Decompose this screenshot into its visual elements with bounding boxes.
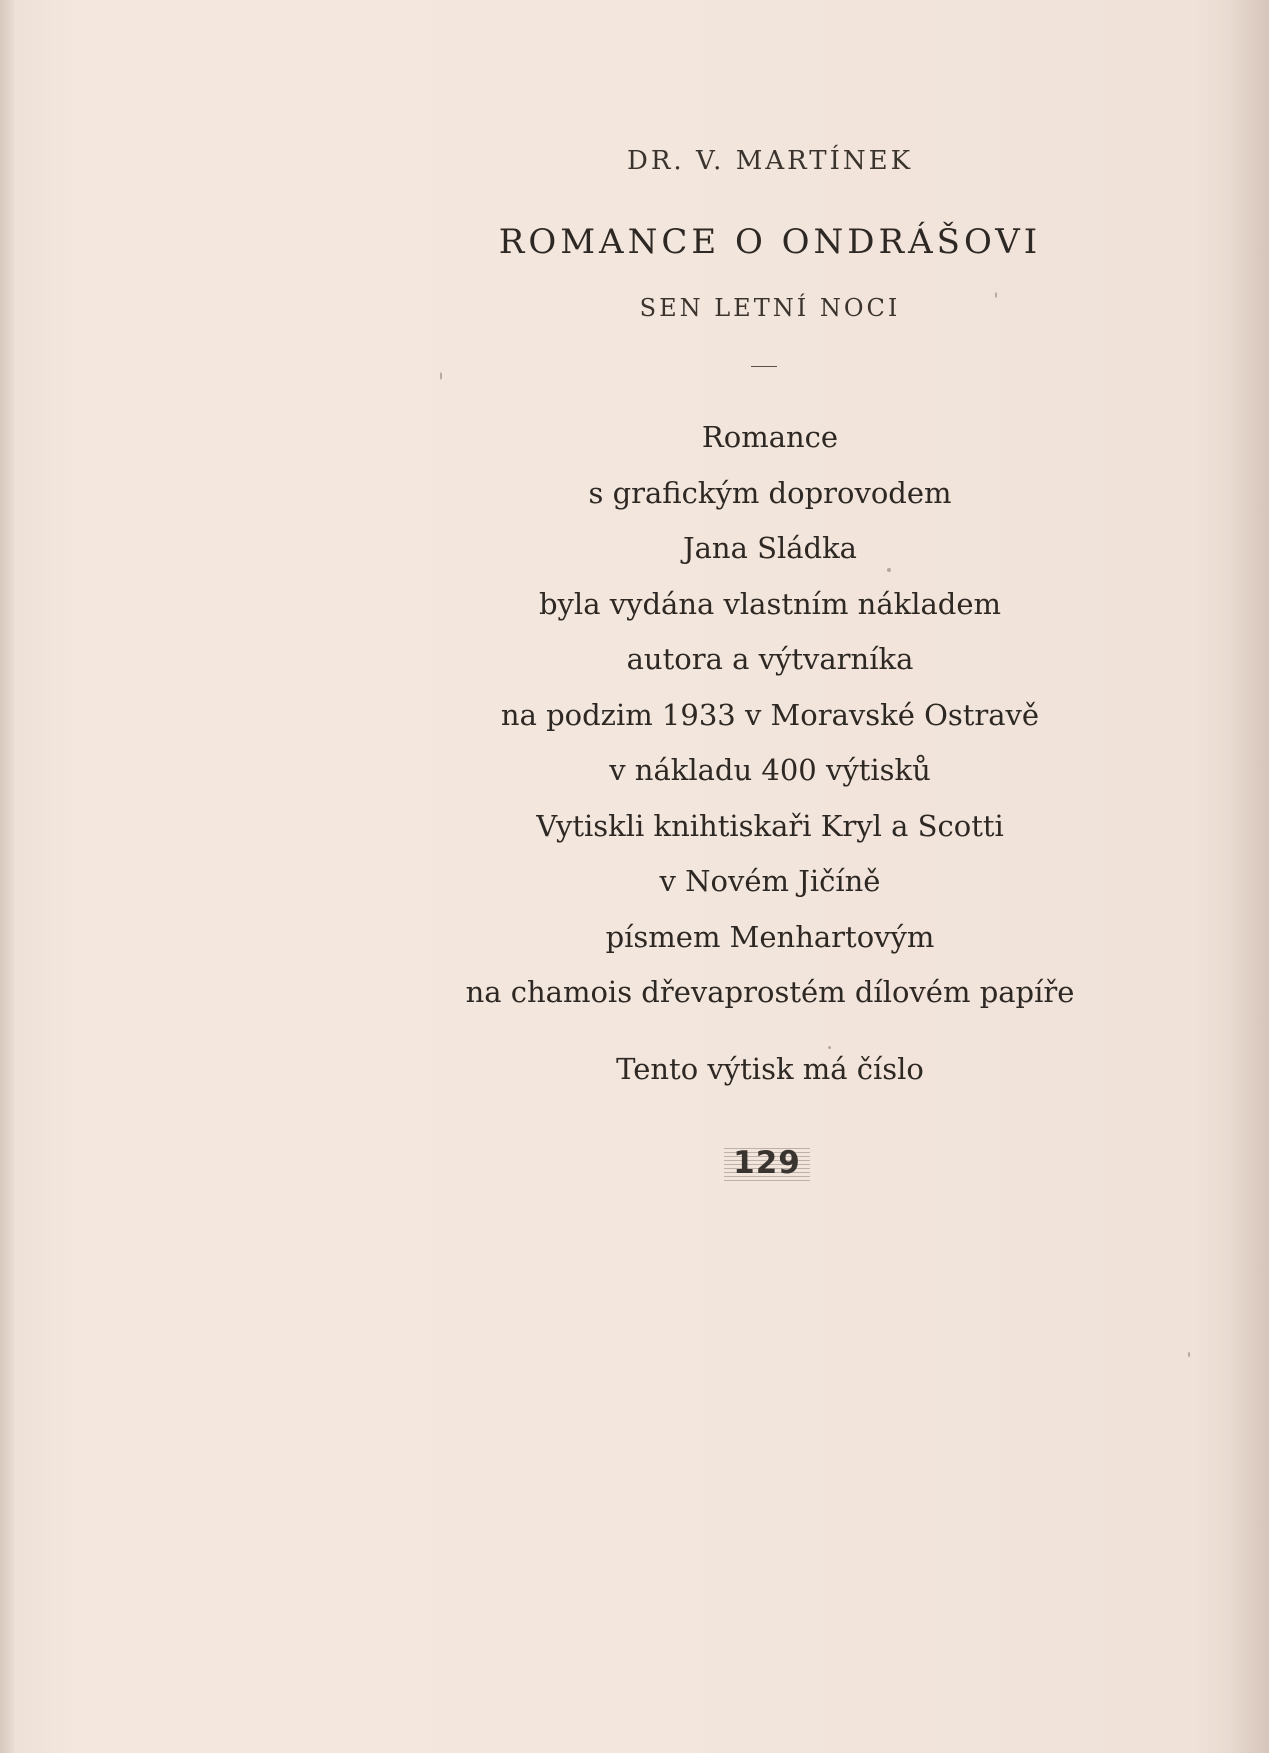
colophon-line: na chamois dřevaprostém dílovém papíře (465, 975, 1075, 1009)
book-title: ROMANCE O ONDRÁŠOVI (498, 222, 1042, 262)
author-name: DR. V. MARTÍNEK (627, 146, 913, 176)
colophon-line: Vytiskli knihtiskaři Kryl a Scotti (536, 808, 1004, 843)
colophon-line: autora a výtvarníka (626, 642, 914, 676)
paper-speck (1188, 1352, 1190, 1357)
paper-speck (887, 568, 891, 572)
colophon-line: na podzim 1933 v Moravské Ostravě (500, 697, 1040, 732)
paper-speck (440, 372, 442, 380)
copy-number-stamp: 129 (724, 1145, 810, 1181)
colophon-line: Jana Sládka (683, 531, 857, 565)
colophon (362, 410, 1178, 1021)
paper-speck (828, 1046, 831, 1049)
paper-speck (995, 292, 997, 298)
colophon-line: byla vydána vlastním nákladem (538, 586, 1002, 621)
colophon-line: v Novém Jičíně (659, 864, 881, 898)
colophon-line: s grafickým doprovodem (588, 475, 952, 510)
colophon-line: v nákladu 400 výtisků (609, 753, 931, 787)
book-subtitle: SEN LETNÍ NOCI (639, 294, 901, 322)
colophon-line: Romance (701, 420, 839, 454)
colophon-line: písmem Menhartovým (605, 919, 935, 954)
page-binding-edge (0, 0, 14, 1753)
page-edge-shadow (1229, 0, 1269, 1753)
separator-rule (751, 366, 777, 367)
copy-number-label: Tento výtisk má číslo (616, 1052, 924, 1086)
